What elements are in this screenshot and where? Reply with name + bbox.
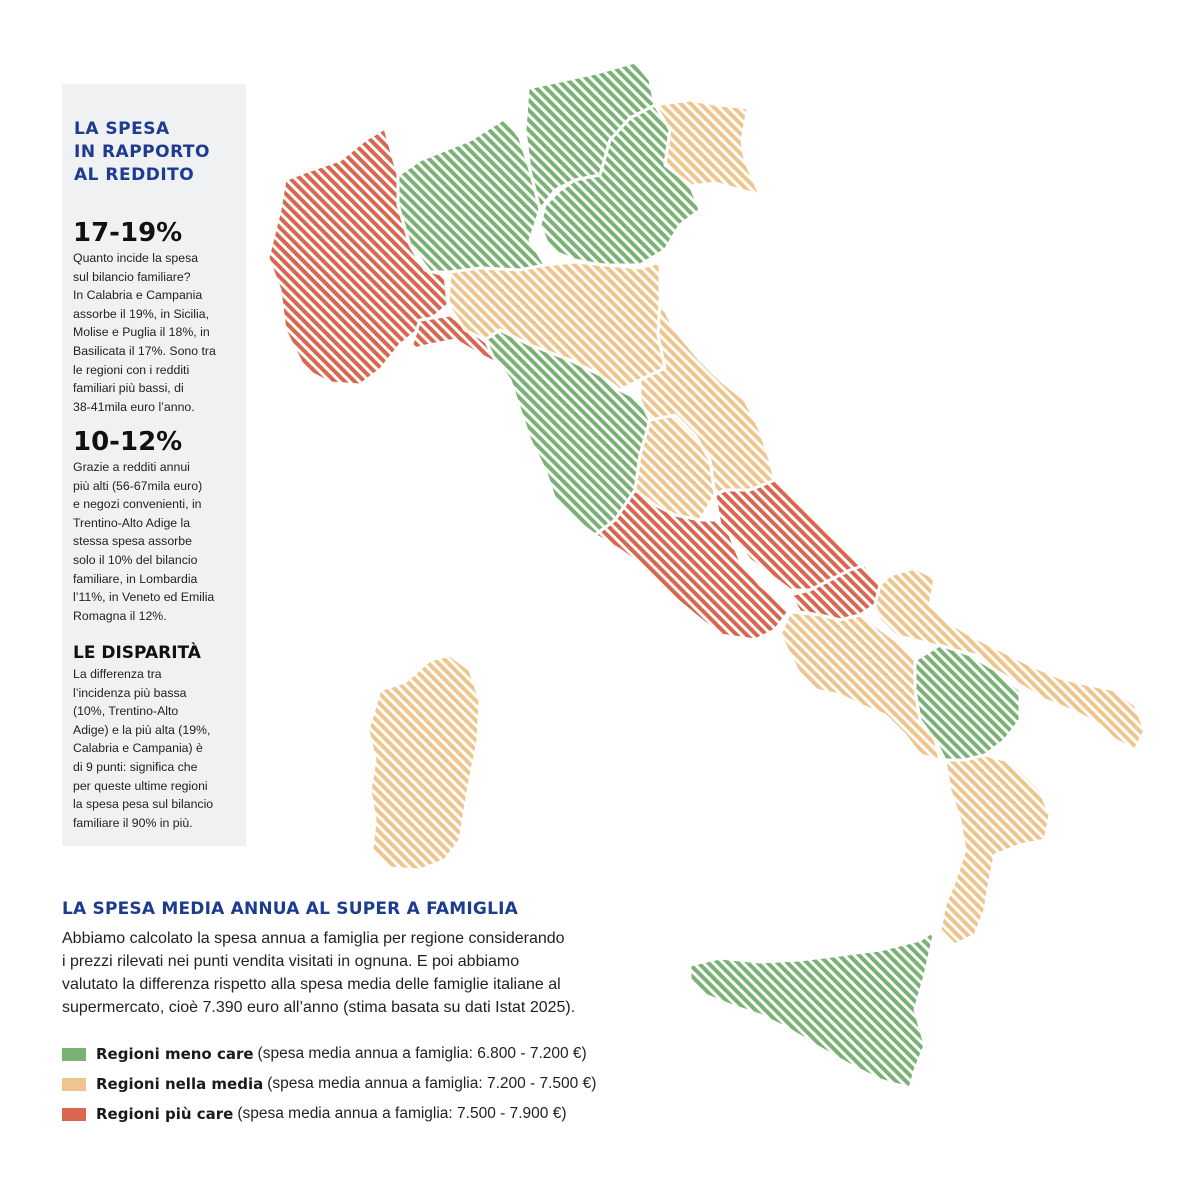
region-sardegna bbox=[368, 655, 480, 870]
stat1-line: le regioni con i redditi bbox=[73, 362, 190, 377]
stat2-line: l’11%, in Veneto ed Emilia bbox=[73, 590, 215, 605]
legend-label: Regioni più care bbox=[96, 1105, 234, 1123]
stat2-line: Trentino-Alto Adige la bbox=[73, 515, 191, 530]
intro-line: i prezzi rilevati nei punti vendita visitati in ognuna. E poi abbiamo bbox=[62, 953, 520, 970]
stat2-line: Romagna il 12%. bbox=[73, 608, 167, 623]
stat3-line: Adige) e la più alta (19%, bbox=[73, 722, 211, 737]
legend-item-expensive bbox=[62, 1103, 566, 1125]
stat1-line: familiari più bassi, di bbox=[73, 381, 184, 396]
stat3-line: Calabria e Campania) è bbox=[73, 741, 203, 756]
stat3-line: (10%, Trentino-Alto bbox=[73, 704, 179, 719]
stat3-line: la spesa pesa sul bilancio bbox=[73, 797, 214, 812]
stat2-line: stessa spesa assorbe bbox=[73, 534, 192, 549]
legend-range: (spesa media annua a famiglia: 7.500 - 7.900 €) bbox=[237, 1105, 567, 1122]
stat1-line: In Calabria e Campania bbox=[73, 288, 203, 303]
stat2-line: Grazie a redditi annui bbox=[73, 460, 190, 474]
stat1-line: assorbe il 19%, in Sicilia, bbox=[73, 306, 210, 321]
stat3-headline: LE DISPARITÀ bbox=[73, 643, 201, 663]
legend-range: (spesa media annua a famiglia: 7.200 - 7.500 €) bbox=[267, 1075, 597, 1092]
legend-label: Regioni meno care bbox=[96, 1045, 254, 1063]
region-calabria bbox=[940, 755, 1050, 945]
legend-item-average bbox=[62, 1073, 596, 1095]
stat2-line: familiare, in Lombardia bbox=[73, 571, 198, 586]
section-title: LA SPESA MEDIA ANNUA AL SUPER A FAMIGLIA bbox=[62, 899, 518, 919]
region-sicilia bbox=[690, 930, 935, 1088]
stat2-text bbox=[73, 458, 243, 625]
legend-range: (spesa media annua a famiglia: 6.800 - 7.200 €) bbox=[257, 1045, 587, 1062]
stat3-line: familiare il 90% in più. bbox=[73, 815, 193, 830]
stat2-line: solo il 10% del bilancio bbox=[73, 552, 198, 567]
stat1-line: Quanto incide la spesa bbox=[73, 251, 199, 265]
region-lombardia bbox=[398, 118, 545, 272]
legend-swatch-green bbox=[62, 1048, 86, 1061]
panel-title bbox=[74, 118, 244, 187]
legend-label: Regioni nella media bbox=[96, 1075, 264, 1093]
stat3-line: l’incidenza più bassa bbox=[73, 685, 187, 700]
stat1-line: sul bilancio familiare? bbox=[73, 269, 191, 284]
stat1-text bbox=[73, 249, 243, 416]
stat3-line: per queste ultime regioni bbox=[73, 778, 208, 793]
stat2-headline: 10-12% bbox=[73, 427, 183, 457]
intro-text bbox=[62, 927, 682, 1019]
intro-line: supermercato, cioè 7.390 euro all’anno (stima basata su dati Istat 2025). bbox=[62, 999, 576, 1016]
stat2-line: e negozi convenienti, in bbox=[73, 497, 202, 512]
panel-title-line: AL REDDITO bbox=[74, 165, 195, 185]
intro-line: Abbiamo calcolato la spesa annua a famiglia per regione considerando bbox=[62, 930, 565, 947]
legend-swatch-red bbox=[62, 1108, 86, 1121]
stat1-headline: 17-19% bbox=[73, 218, 183, 248]
stat2-line: più alti (56-67mila euro) bbox=[73, 478, 203, 493]
stat1-line: 38-41mila euro l’anno. bbox=[73, 399, 195, 414]
stat3-text bbox=[73, 665, 243, 832]
stat3-line: di 9 punti: significa che bbox=[73, 759, 198, 774]
panel-title-line: IN RAPPORTO bbox=[74, 142, 210, 162]
panel-title-line: LA SPESA bbox=[74, 119, 170, 139]
intro-line: valutato la differenza rispetto alla spesa media delle famiglie italiane al bbox=[62, 976, 561, 993]
legend-item-cheap bbox=[62, 1043, 587, 1065]
stat3-line: La differenza tra bbox=[73, 667, 162, 681]
stat1-line: Molise e Puglia il 18%, in bbox=[73, 325, 210, 340]
legend-swatch-yellow bbox=[62, 1078, 86, 1091]
stat1-line: Basilicata il 17%. Sono tra bbox=[73, 343, 216, 358]
